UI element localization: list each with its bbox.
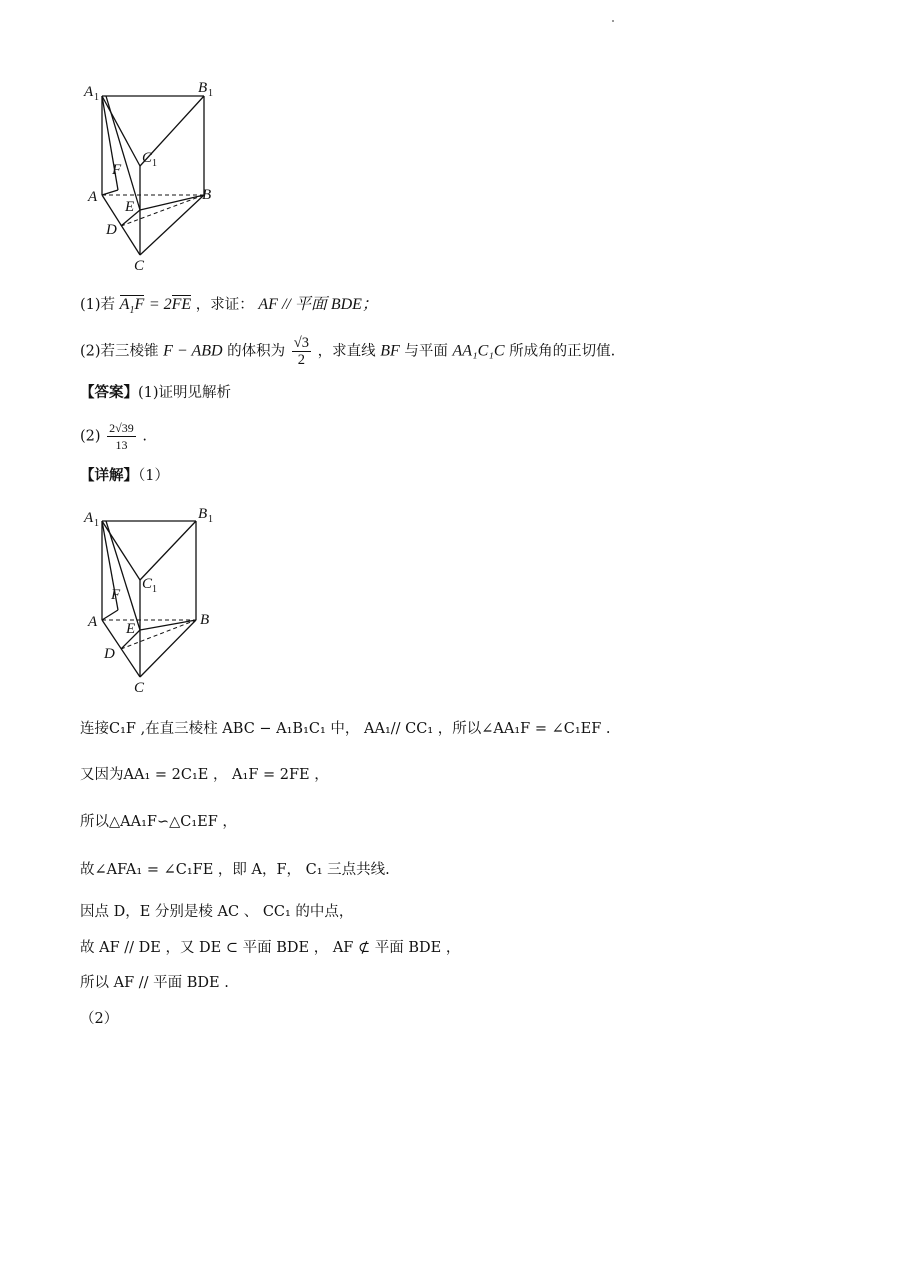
solution-heading: 【详解】（1）: [80, 467, 169, 484]
label-b1: B: [198, 80, 208, 96]
label-c1: C: [142, 150, 153, 166]
label-c: C: [134, 258, 145, 274]
prism-figure-top: [78, 78, 228, 278]
solution-line-6: 故 AF // DE ，又 DE ⊂ 平面 BDE ， AF ⊄ 平面 BDE ，: [80, 940, 461, 956]
label-a1: A: [84, 510, 94, 526]
answer-part1: 【答案】(1)证明见解析: [80, 384, 232, 401]
label-b: B: [200, 612, 210, 628]
label-a: A: [88, 189, 98, 205]
solution-line-4: 故∠AFA₁ = ∠C₁FE ，即 A，F， C₁ 三点共线.: [80, 862, 390, 878]
label-b1: B: [198, 506, 208, 522]
prism-figure-solution: [78, 500, 228, 700]
solution-line-1: 连接C₁F ,在直三棱柱 ABC − A₁B₁C₁ 中， AA₁// CC₁ ，所以∠AA₁F = ∠C₁EF .: [80, 721, 611, 737]
answer-part2: (2) $\frac{2√39}{13}$ .: [80, 421, 147, 452]
label-a: A: [88, 614, 98, 630]
label-e: E: [125, 199, 135, 215]
stray-dot: [612, 20, 614, 22]
svg-text:1: 1: [208, 514, 213, 525]
solution-line-7: 所以 AF // 平面 BDE .: [80, 975, 229, 991]
label-a1: A: [84, 84, 94, 100]
svg-text:1: 1: [152, 584, 157, 595]
label-b: B: [202, 187, 212, 203]
svg-text:1: 1: [208, 88, 213, 99]
label-f: F: [111, 587, 121, 603]
label-e: E: [126, 621, 136, 637]
label-c: C: [134, 680, 145, 696]
label-c1: C: [142, 576, 153, 592]
label-d: D: [104, 646, 115, 662]
question-part2: (2)若三棱锥 F − ABD 的体积为 $\frac{√3}{2}$ ，求直线 BF 与平面 AA₁C₁C 所成角的正切值.: [80, 335, 616, 368]
svg-text:1: 1: [152, 158, 157, 169]
solution-part2-heading: （2）: [80, 1011, 119, 1027]
question-part1: (1)若 $A_1F = 2FE$ ，求证： AF // 平面 BDE；: [80, 296, 378, 317]
solution-line-3: 所以△AA₁F∽△C₁EF ，: [80, 814, 237, 830]
svg-text:1: 1: [94, 92, 99, 103]
answer-fraction: $\frac{2√39}{13}$: [109, 421, 134, 452]
label-d: D: [106, 222, 117, 238]
solution-line-2: 又因为AA₁ = 2C₁E ， A₁F = 2FE ，: [80, 767, 329, 783]
label-f: F: [112, 162, 122, 178]
volume-fraction: $\frac{√3}{2}$: [293, 335, 309, 368]
solution-line-5: 因点 D，E 分别是棱 AC 、 CC₁ 的中点，: [80, 904, 354, 920]
vector-a1f: $A_1F$: [119, 296, 145, 317]
svg-text:1: 1: [94, 518, 99, 529]
vector-fe: FE: [171, 296, 192, 313]
